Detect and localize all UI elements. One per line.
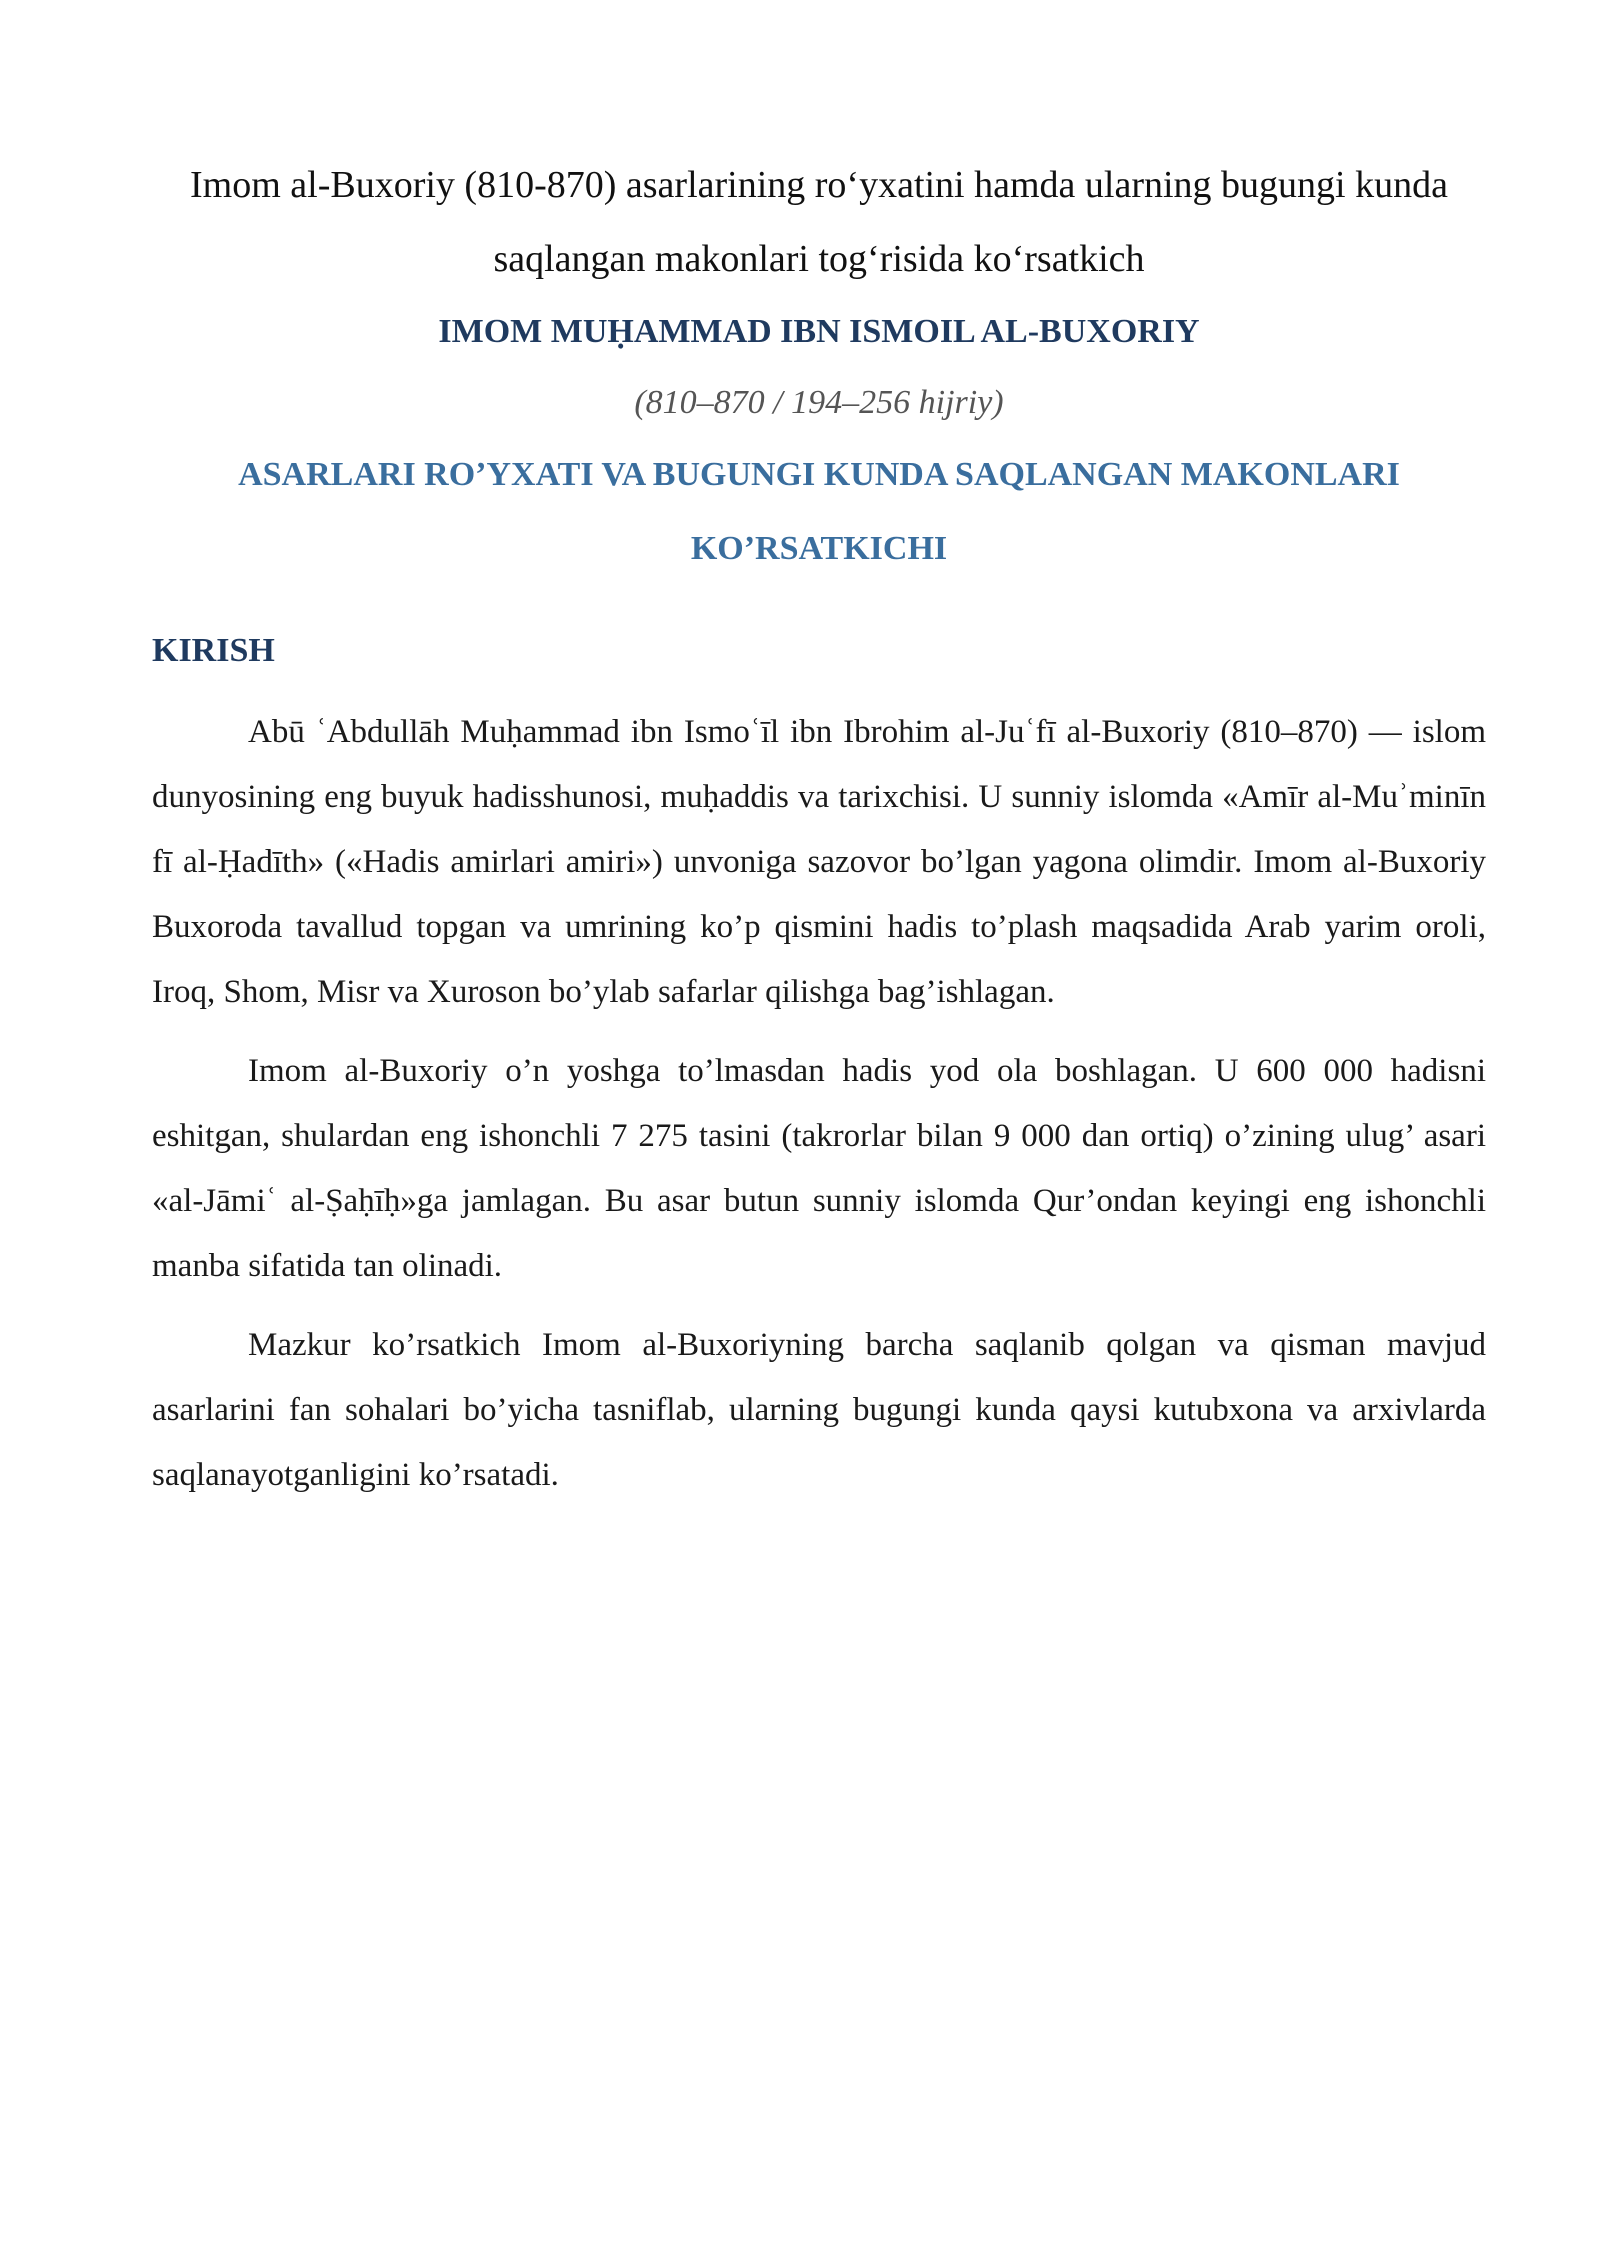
- document-page: [152, 0, 1486, 1508]
- main-heading: IMOM MUḤAMMAD IBN ISMOIL AL-BUXORIY: [438, 313, 1200, 350]
- dates-subtitle: (810–870 / 194–256 hijriy): [634, 384, 1004, 421]
- document-title: Imom al-Buxoriy (810-870) asarlarining ro‘yxatini hamda ularning bugungi kunda saqlangan makonlari tog‘risida ko‘rsatkich: [190, 164, 1448, 280]
- list-heading: ASARLARI RO’YXATI VA BUGUNGI KUNDA SAQLANGAN MAKONLARI KO’RSATKICHI: [238, 456, 1400, 567]
- section-heading-kirish: KIRISH: [152, 632, 275, 669]
- body-paragraph: Imom al-Buxoriy o’n yoshga to’lmasdan hadis yod ola boshlagan. U 600 000 hadisni eshitgan, shulardan eng ishonchli 7 275 tasini (takrorlar bilan 9 000 dan ortiq) o’zining ulug’ asari «al-Jāmiʿ al-Ṣaḥīḥ»ga jamlagan. Bu asar butun sunniy islomda Qur’ondan keyingi eng ishonchli manba sifatida tan olinadi.: [152, 1053, 1486, 1284]
- body-paragraph: Abū ʿAbdullāh Muḥammad ibn Ismoʿīl ibn Ibrohim al-Juʿfī al-Buxoriy (810–870) — islom dunyosining eng buyuk hadisshunosi, muḥaddis va tarixchisi. U sunniy islomda «Amīr al-Muʾminīn fī al-Ḥadīth» («Hadis amirlari amiri») unvoniga sazovor bo’lgan yagona olimdir. Imom al-Buxoriy Buxoroda tavallud topgan va umrining ko’p qismini hadis to’plash maqsadida Arab yarim oroli, Iroq, Shom, Misr va Xuroson bo’ylab safarlar qilishga bag’ishlagan.: [152, 714, 1486, 1010]
- body-paragraph: Mazkur ko’rsatkich Imom al-Buxoriyning barcha saqlanib qolgan va qisman mavjud asarlarini fan sohalari bo’yicha tasniflab, ularning bugungi kunda qaysi kutubxona va arxivlarda saqlanayotganligini ko’rsatadi.: [152, 1327, 1486, 1493]
